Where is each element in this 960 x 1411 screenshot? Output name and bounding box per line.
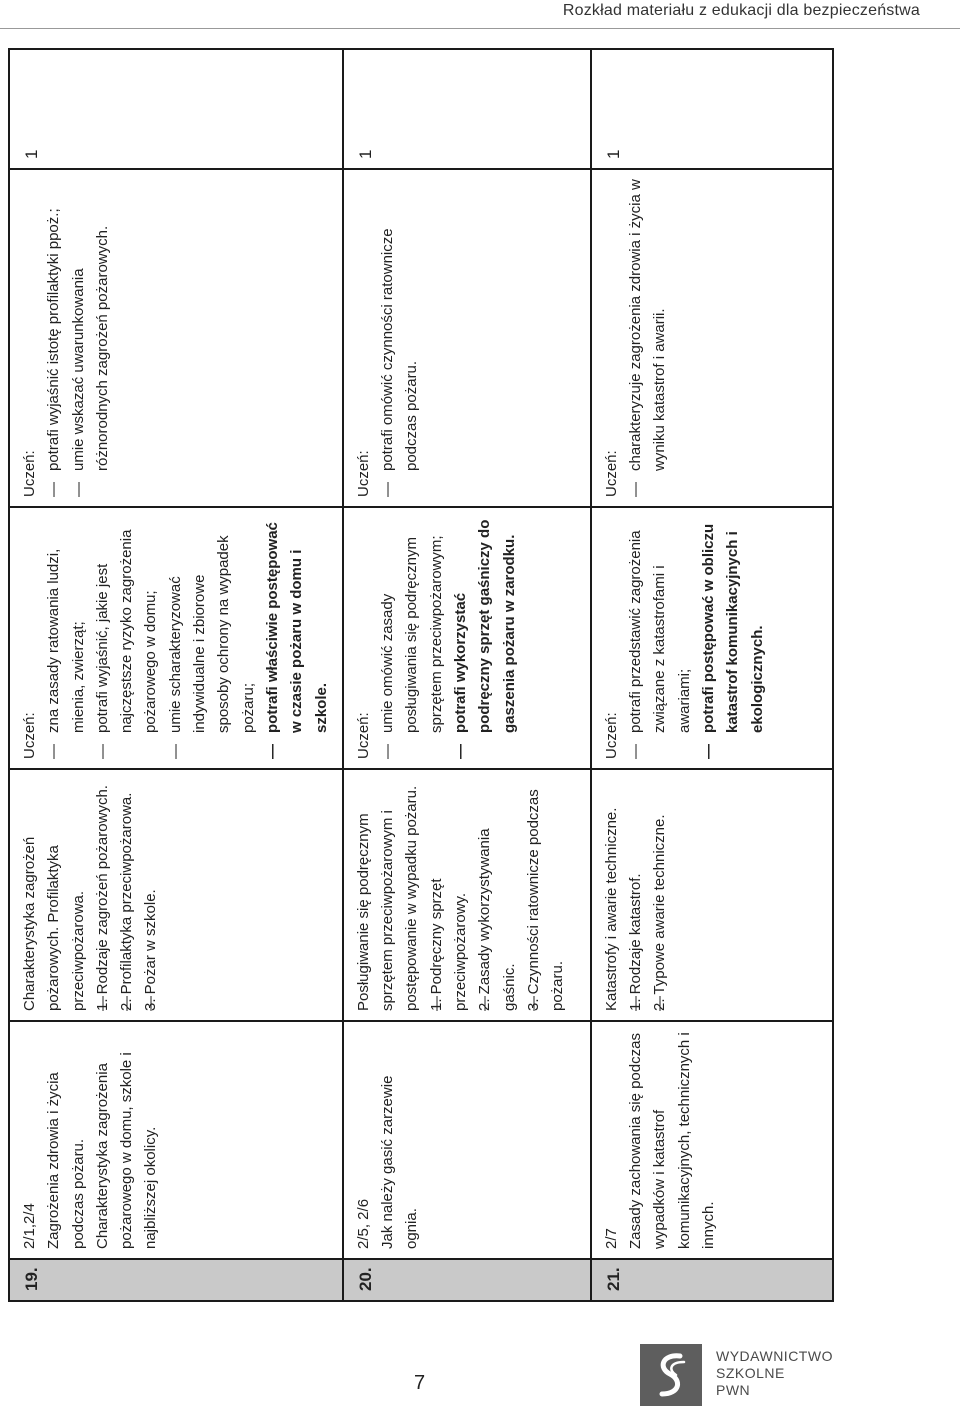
topic-cell (591, 1021, 833, 1259)
requirement-item: — potrafi wyjaśnić istotę profilaktyki ppoż.; (42, 179, 66, 497)
content-item: — 2. Zasady wykorzystywania gaśnic. (473, 779, 522, 1011)
lesson-plan-table (8, 48, 834, 1302)
topic-line: Zagrożenia zdrowia i życia podczas pożaru. (45, 1072, 87, 1249)
table-row (591, 49, 833, 1301)
table-row (343, 49, 591, 1301)
content-intro: Charakterystyka zagrożeń pożarowych. Profilaktyka przeciwpożarowa. (21, 836, 87, 1011)
header-rule (0, 28, 960, 29)
student-label: Uczeń: (354, 450, 372, 497)
publisher-logo (640, 1344, 940, 1406)
extended-requirements-cell (9, 169, 343, 507)
lesson-number: 19. (9, 1259, 343, 1301)
content-intro: Posługiwanie się podręcznym sprzętem przeciwpożarowym i postępowanie w wypadku pożaru. (354, 785, 421, 1011)
topic-cell (343, 1021, 591, 1259)
student-label: Uczeń: (354, 712, 372, 759)
requirement-item: — charakteryzuje zagrożenia zdrowia i życia w wyniku katastrof i awarii. (624, 179, 673, 497)
basic-requirements-cell (343, 507, 591, 769)
rotated-table-region (8, 50, 830, 1302)
requirement-item: — umie omówić zasady posługiwania się podręcznym sprzętem przeciwpożarowym; (376, 517, 449, 759)
curriculum-ref: 2/5, 2/6 (354, 1198, 372, 1249)
student-label: Uczeń: (602, 450, 620, 497)
content-item: — 3. Czynności ratownicze podczas pożaru. (522, 779, 571, 1011)
topic-cell (9, 1021, 343, 1259)
publisher-emblem-icon (640, 1344, 702, 1406)
running-header: Rozkład materiału z edukacji dla bezpieczeństwa (562, 2, 920, 19)
basic-requirements-cell (9, 507, 343, 769)
requirement-item: — zna zasady ratowania ludzi, mienia, zwierząt; (42, 517, 91, 759)
topic-line: Charakterystyka zagrożenia pożarowego w domu, szkole i najbliższej okolicy. (93, 1052, 160, 1249)
basic-requirements-cell (591, 507, 833, 769)
content-item: — 2. Profilaktyka przeciwpożarowa. (115, 779, 139, 1011)
content-item: — 1. Podręczny sprzęt przeciwpożarowy. (425, 779, 474, 1011)
student-label: Uczeń: (21, 450, 38, 497)
content-cell (9, 769, 343, 1021)
requirement-item: — umie scharakteryzować indywidualne i zbiorowe sposoby ochrony na wypadek pożaru; (164, 517, 261, 759)
content-item: — 1. Rodzaje zagrożeń pożarowych. (91, 779, 115, 1011)
hours-count: 1 (591, 49, 833, 169)
requirement-item: — potrafi wyjaśnić, jakie jest najczęstsze ryzyko zagrożenia pożarowego w domu; (91, 517, 164, 759)
content-intro: Katastrofy i awarie techniczne. (602, 807, 620, 1011)
content-item: — 2. Typowe awarie techniczne. (648, 779, 672, 1011)
requirement-item: — potrafi omówić czynności ratownicze podczas pożaru. (376, 179, 425, 497)
lesson-number: 20. (343, 1259, 591, 1301)
requirement-item: — umie wskazać uwarunkowania różnorodnych zagrożeń pożarowych. (67, 179, 116, 497)
extended-requirements-cell (591, 169, 833, 507)
topic-line: Jak należy gasić zarzewie ognia. (379, 1075, 421, 1249)
content-item: — 1. Rodzaje katastrof. (624, 779, 648, 1011)
requirement-item-bold: — potrafi wykorzystać podręczny sprzęt gaśniczy do gaszenia pożaru w zarodku. (449, 517, 522, 759)
requirement-item-bold: — potrafi właściwie postępować w czasie pożaru w domu i szkole. (261, 517, 334, 759)
content-item: — 3. Pożar w szkole. (139, 779, 163, 1011)
table-row (9, 49, 343, 1301)
publisher-name: WYDAWNICTWO SZKOLNE PWN (716, 1348, 833, 1398)
hours-count: 1 (343, 49, 591, 169)
student-label: Uczeń: (21, 712, 38, 759)
extended-requirements-cell (343, 169, 591, 507)
curriculum-ref: 2/7 (602, 1228, 620, 1249)
lesson-number: 21. (591, 1259, 833, 1301)
student-label: Uczeń: (602, 712, 620, 759)
content-cell (343, 769, 591, 1021)
requirement-item-bold: — potrafi postępować w obliczu katastrof komunikacyjnych i ekologicznych. (697, 517, 770, 759)
page-number: 7 (414, 1372, 426, 1394)
topic-line: Zasady zachowania się podczas wypadków i katastrof komunikacyjnych, technicznych i innych. (627, 1032, 718, 1249)
content-cell (591, 769, 833, 1021)
hours-count: 1 (9, 49, 343, 169)
requirement-item: — potrafi przedstawić zagrożenia związane z katastrofami i awariami; (624, 517, 697, 759)
curriculum-ref: 2/1,2/4 (21, 1203, 38, 1249)
